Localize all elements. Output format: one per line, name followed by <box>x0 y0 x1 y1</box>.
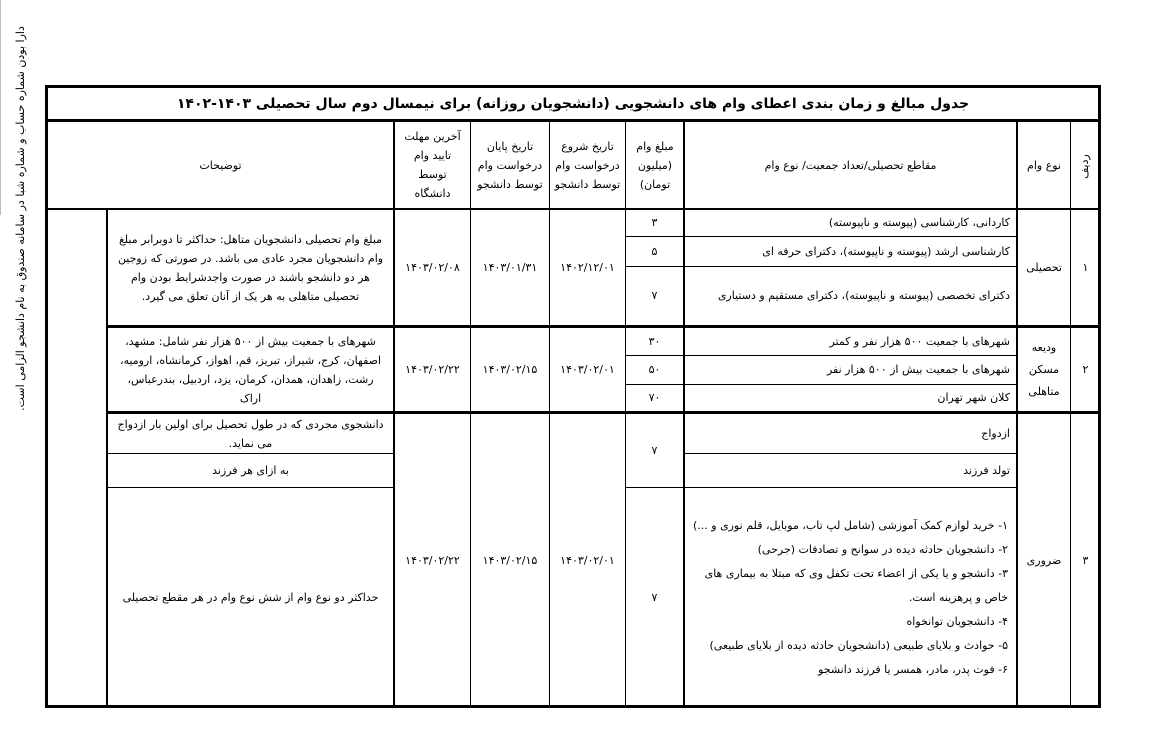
amount-value: ۳ <box>651 216 658 229</box>
section-label: ازدواج <box>981 426 1010 440</box>
section-label: تولد فرزند <box>963 463 1010 477</box>
loan-type: تحصیلی <box>1026 260 1062 274</box>
end-date: ۱۴۰۳/۰۲/۱۵ <box>482 362 538 376</box>
section-label: کاردانی، کارشناسی (پیوسته و ناپیوسته) <box>828 216 1010 229</box>
start-date: ۱۴۰۳/۰۲/۰۱ <box>560 554 615 567</box>
deadline-date: ۱۴۰۳/۰۲/۲۲ <box>405 362 460 376</box>
note-text: به ازای هر فرزند <box>212 463 289 477</box>
header-start-date: تاریخ شروع درخواست وام توسط دانشجو <box>554 139 621 191</box>
list-item: ۲- دانشجویان حادثه دیده در سوانح و تصادفات (جرحی) <box>757 543 1008 556</box>
row-number: ۱ <box>1082 260 1089 274</box>
header-loan-type: نوع وام <box>1027 158 1061 172</box>
header-amount: مبلغ وام (میلیون تومان) <box>636 139 674 191</box>
header-sections: مقاطع تحصیلی/تعداد جمعیت/ نوع وام <box>764 158 937 172</box>
amount-value: ۷ <box>651 289 658 302</box>
amount-value: ۷ <box>651 591 658 604</box>
section-label: کارشناسی ارشد (پیوسته و ناپیوسته)، دکترای حرفه ای <box>762 244 1010 258</box>
note-text: حداکثر دو نوع وام از شش نوع وام در هر مقطع تحصیلی <box>122 591 379 604</box>
emergency-list <box>685 514 1008 682</box>
amount-value: ۵ <box>651 244 658 258</box>
end-date: ۱۴۰۳/۰۲/۱۵ <box>482 554 538 567</box>
page-edge <box>0 0 1 215</box>
list-item: ۴- دانشجویان توانخواه <box>906 615 1008 628</box>
amount-value: ۳۰ <box>648 334 661 348</box>
header-end-date: تاریخ پایان درخواست وام توسط دانشجو <box>477 139 543 191</box>
start-date: ۱۴۰۳/۰۲/۰۱ <box>560 362 615 376</box>
section-label: دکترای تخصصی (پیوسته و ناپیوسته)، دکترای مستقیم و دستیاری <box>717 289 1010 302</box>
header-notes: توضیحات <box>199 158 242 172</box>
start-date: ۱۴۰۲/۱۲/۰۱ <box>560 260 615 274</box>
loan-type: ودیعه مسکن متاهلی <box>1028 340 1060 398</box>
deadline-date: ۱۴۰۳/۰۲/۲۲ <box>405 554 460 567</box>
amount-value: ۷۰ <box>648 391 661 404</box>
row-number: ۳ <box>1082 554 1089 567</box>
note-text: مبلغ وام تحصیلی دانشجویان متاهل: حداکثر تا دوبرابر مبلغ وام دانشجویان مجرد عادی می باشد. در صورتی که زوجین هر دو دانشجو باشند در صورت واجدشرایط بودن وام تحصیلی متاهلی به هر یک از آنان تعلق می گیرد. <box>117 232 384 303</box>
amount-value: ۷ <box>651 443 658 457</box>
list-item: ۵- حوادث و بلایای طبیعی (دانشجویان حادثه دیده از بلایای طبیعی) <box>709 639 1008 652</box>
header-deadline: آخرین مهلت تایید وام توسط دانشگاه <box>404 130 461 200</box>
header-row-number: ردیف <box>1077 153 1091 179</box>
loan-type: ضروری <box>1026 554 1062 567</box>
section-label: شهرهای با جمعیت ۵۰۰ هزار نفر و کمتر <box>829 334 1010 348</box>
note-text: دانشجوی مجردی که در طول تحصیل برای اولین بار ازدواج می نماید. <box>117 417 384 450</box>
note-text: شهرهای با جمعیت بیش از ۵۰۰ هزار نفر شامل: مشهد، اصفهان، کرج، شیراز، تبریز، قم، اهواز، کرمانشاه، ارومیه، رشت، زاهدان، همدان، کرمان، یزد، اردبیل، بندرعباس، اراک <box>119 334 382 405</box>
amount-value: ۵۰ <box>648 363 661 376</box>
end-date: ۱۴۰۳/۰۱/۳۱ <box>482 260 538 274</box>
side-note: دارا بودن شماره حساب و شماره شبا در سامانه صندوق به نام دانشجو الزامی است. <box>13 26 27 411</box>
row-number: ۲ <box>1082 362 1089 376</box>
list-item: ۳- دانشجو و یا یکی از اعضاء تحت تکفل وی که مبتلا به بیماری های خاص و پرهزینه است. <box>704 567 1008 604</box>
section-label: کلان شهر تهران <box>937 391 1010 404</box>
emergency-items <box>685 488 1016 708</box>
list-item: ۱- خرید لوازم کمک آموزشی (شامل لپ تاب، موبایل، قلم نوری و ...) <box>692 519 1008 532</box>
deadline-date: ۱۴۰۳/۰۲/۰۸ <box>405 260 460 274</box>
table-title: جدول مبالغ و زمان بندی اعطای وام های دانشجویی (دانشجویان روزانه) برای نیمسال دوم سال تحصیلی ۱۴۰۳-۱۴۰۲ <box>176 95 970 112</box>
section-label: شهرهای با جمعیت بیش از ۵۰۰ هزار نفر <box>826 363 1010 376</box>
list-item: ۶- فوت پدر، مادر، همسر یا فرزند دانشجو <box>818 663 1008 676</box>
